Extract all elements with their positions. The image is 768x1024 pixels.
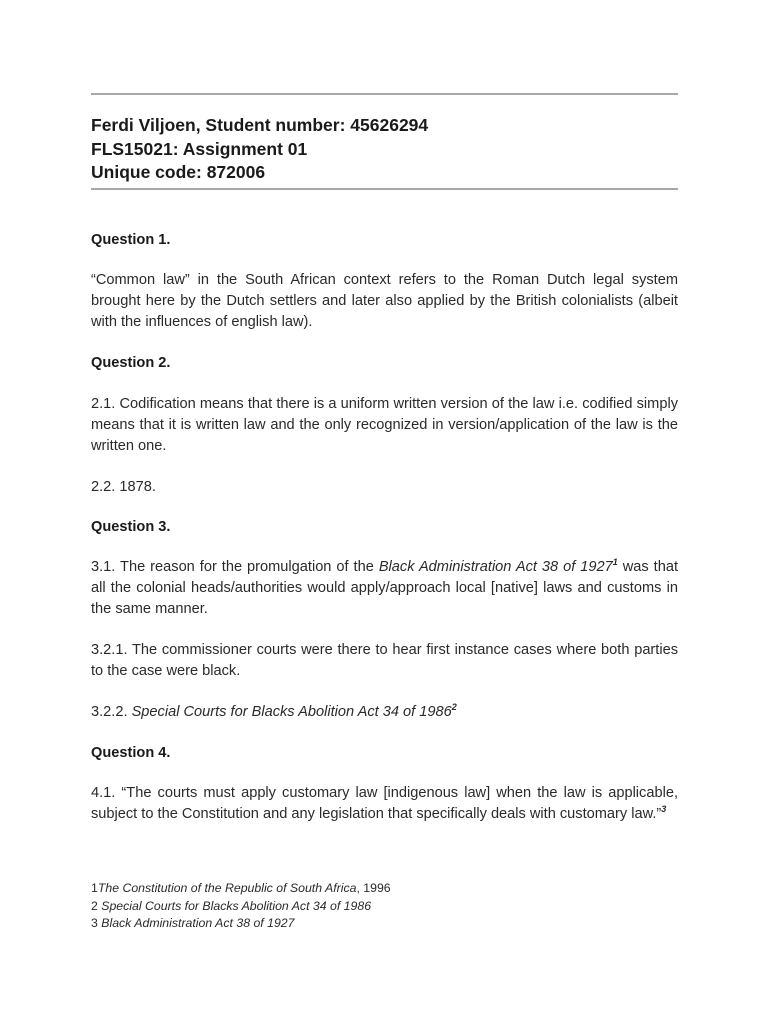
answer-4-1-text: 4.1. “The courts must apply customary law [indigenous law] when the law is applicable, subject to the Constitution and any legislation that specifically deals with customary law.” [91, 785, 678, 822]
footnote-3-number: 3 [91, 916, 102, 930]
header-top-rule [91, 93, 678, 95]
document-header [91, 114, 678, 185]
answer-2-1: 2.1. Codification means that there is a uniform written version of the law i.e. codified simply means that it is written law and the only recognized in version/application of the law is the written one. [91, 396, 678, 454]
footnote-1-number: 1 [91, 881, 98, 895]
answer-3-2-1: 3.2.1. The commissioner courts were there to hear first instance cases where both parties to the case were black. [91, 642, 678, 679]
question-1-heading: Question 1. [91, 232, 171, 248]
document-page [91, 0, 678, 1024]
answer-2-2: 2.2. 1878. [91, 479, 156, 495]
answer-3-1-prefix: 3.1. The reason for the promulgation of the [91, 559, 379, 575]
footnote-2 [91, 898, 678, 916]
footnote-ref-2: 2 [451, 702, 457, 713]
footnote-3 [91, 915, 678, 933]
footnote-ref-1: 1 [612, 557, 618, 568]
question-1-answer: “Common law” in the South African context refers to the Roman Dutch legal system brought here by the Dutch settlers and later also applied by the British colonialists (albeit with the influences of english law). [91, 272, 678, 330]
student-name-line: Ferdi Viljoen, Student number: 45626294 [91, 115, 429, 135]
answer-3-1 [91, 557, 678, 620]
assignment-line: FLS15021: Assignment 01 [91, 138, 308, 159]
question-4-heading: Question 4. [91, 745, 171, 761]
black-administration-act-citation: Black Administration Act 38 of 1927 [378, 559, 613, 575]
question-3-heading: Question 3. [91, 519, 171, 535]
footnote-1 [91, 880, 678, 898]
footnote-2-number: 2 [91, 898, 102, 913]
footnote-1-text: The Constitution of the Republic of South Africa [97, 881, 357, 895]
header-bottom-rule [91, 188, 678, 190]
answer-3-1-suffix: was that all the colonial heads/authorities would apply/approach local [native] laws and customs in the same manner. [91, 559, 679, 617]
footnote-ref-3: 3 [661, 804, 667, 815]
footnote-2-text: Special Courts for Blacks Abolition Act 34 of 1986 [101, 898, 372, 913]
answer-4-1 [91, 783, 678, 825]
footnotes [91, 880, 678, 933]
footnote-3-text: Black Administration Act 38 of 1927 [101, 916, 295, 930]
footnote-1-suffix: , 1996 [356, 881, 391, 895]
answer-3-2-2 [91, 702, 678, 723]
special-courts-act-citation: Special Courts for Blacks Abolition Act 34 of 1986 [131, 704, 452, 720]
unique-code-line: Unique code: 872006 [91, 162, 266, 182]
question-2-heading: Question 2. [91, 355, 171, 371]
answer-3-2-2-prefix: 3.2.2. [91, 704, 132, 720]
